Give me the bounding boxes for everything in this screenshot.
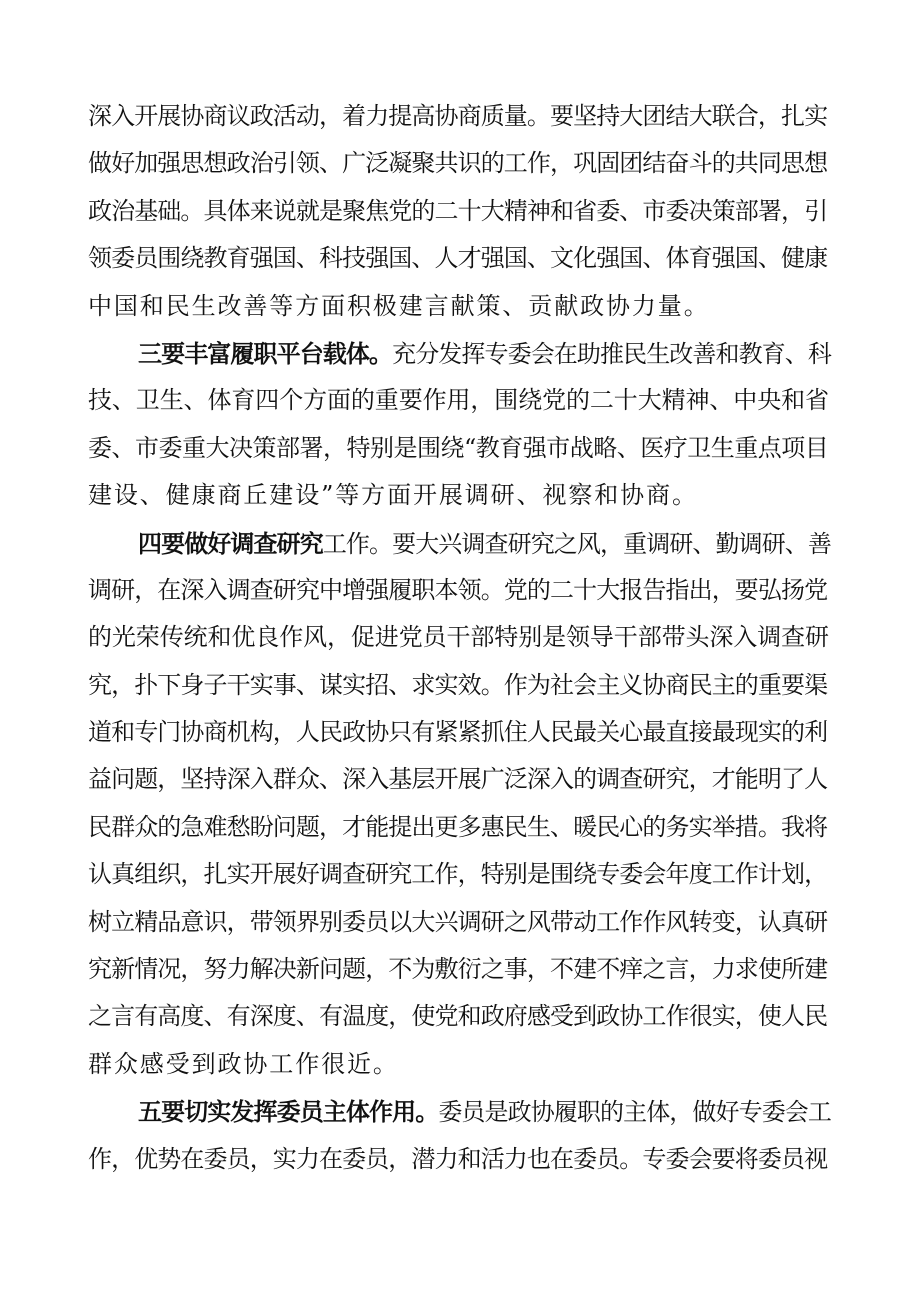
- text-line: 认真组织，扎实开展好调查研究工作，特别是围绕专委会年度工作计划，: [88, 860, 828, 889]
- paragraph: [88, 520, 832, 1089]
- text-line: 技、卫生、体育四个方面的重要作用，围绕党的二十大精神、中央和省: [88, 386, 829, 415]
- text-run: 委员是政协履职的主体，做好专委会工: [438, 1098, 832, 1127]
- text-line: 建设、健康商丘建设”等方面开展调研、视察和协商。: [88, 481, 698, 510]
- text-line: 深入开展协商议政活动，着力提高协商质量。要坚持大团结大联合，扎实: [88, 102, 828, 130]
- text-line: 究新情况，努力解决新问题，不为敷衍之事，不建不痒之言，力求使所建: [88, 955, 828, 984]
- section-heading: 五要切实发挥委员主体作用。: [138, 1097, 439, 1127]
- text-line: 中国和民生改善等方面积极建言献策、贡献政协力量。: [88, 291, 710, 320]
- text-line: 益问题，坚持深入群众、深入基层开展广泛深入的调查研究，才能明了人: [88, 765, 828, 794]
- text-line: 究，扑下身子干实事、谋实招、求实效。作为社会主义协商民主的重要渠: [88, 670, 828, 699]
- document-page: [88, 93, 832, 1183]
- text-line: 领委员围绕教育强国、科技强国、人才强国、文化强国、体育强国、健康: [88, 244, 828, 273]
- text-line: 政治基础。具体来说就是聚焦党的二十大精神和省委、市委决策部署，引: [88, 196, 828, 225]
- text-line: [88, 520, 832, 567]
- text-line: 民群众的急难愁盼问题，才能提出更多惠民生、暖民心的务实举措。我将: [88, 812, 828, 841]
- section-heading: 三要丰富履职平台载体。: [138, 338, 393, 368]
- paragraph: [88, 1088, 832, 1183]
- paragraph: [88, 93, 832, 330]
- text-line: 委、市委重大决策部署，特别是围绕“教育强市战略、医疗卫生重点项目: [88, 433, 829, 462]
- text-line: [88, 1088, 832, 1135]
- text-line: 做好加强思想政治引领、广泛凝聚共识的工作，巩固团结奋斗的共同思想: [88, 149, 828, 178]
- text-line: 道和专门协商机构，人民政协只有紧紧抓住人民最关心最直接最现实的利: [88, 718, 828, 747]
- text-run: 工作。要大兴调查研究之风，重调研、勤调研、善: [322, 529, 832, 558]
- text-line: 的光荣传统和优良作风，促进党员干部特别是领导干部带头深入调查研: [88, 623, 829, 652]
- text-line: 群众感受到政协工作很近。: [88, 1049, 399, 1078]
- text-line: 作，优势在委员，实力在委员，潜力和活力也在委员。专委会要将委员视: [88, 1144, 828, 1173]
- text-run: 充分发挥专委会在助推民生改善和教育、科: [392, 339, 832, 368]
- text-line: [88, 330, 832, 377]
- text-line: 之言有高度、有深度、有温度，使党和政府感受到政协工作很实，使人民: [88, 1002, 828, 1031]
- section-heading: 四要做好调查研究: [138, 528, 323, 558]
- text-line: 树立精品意识，带领界别委员以大兴调研之风带动工作作风转变，认真研: [88, 907, 828, 936]
- text-line: 调研，在深入调查研究中增强履职本领。党的二十大报告指出，要弘扬党: [88, 575, 828, 604]
- paragraph: [88, 330, 832, 520]
